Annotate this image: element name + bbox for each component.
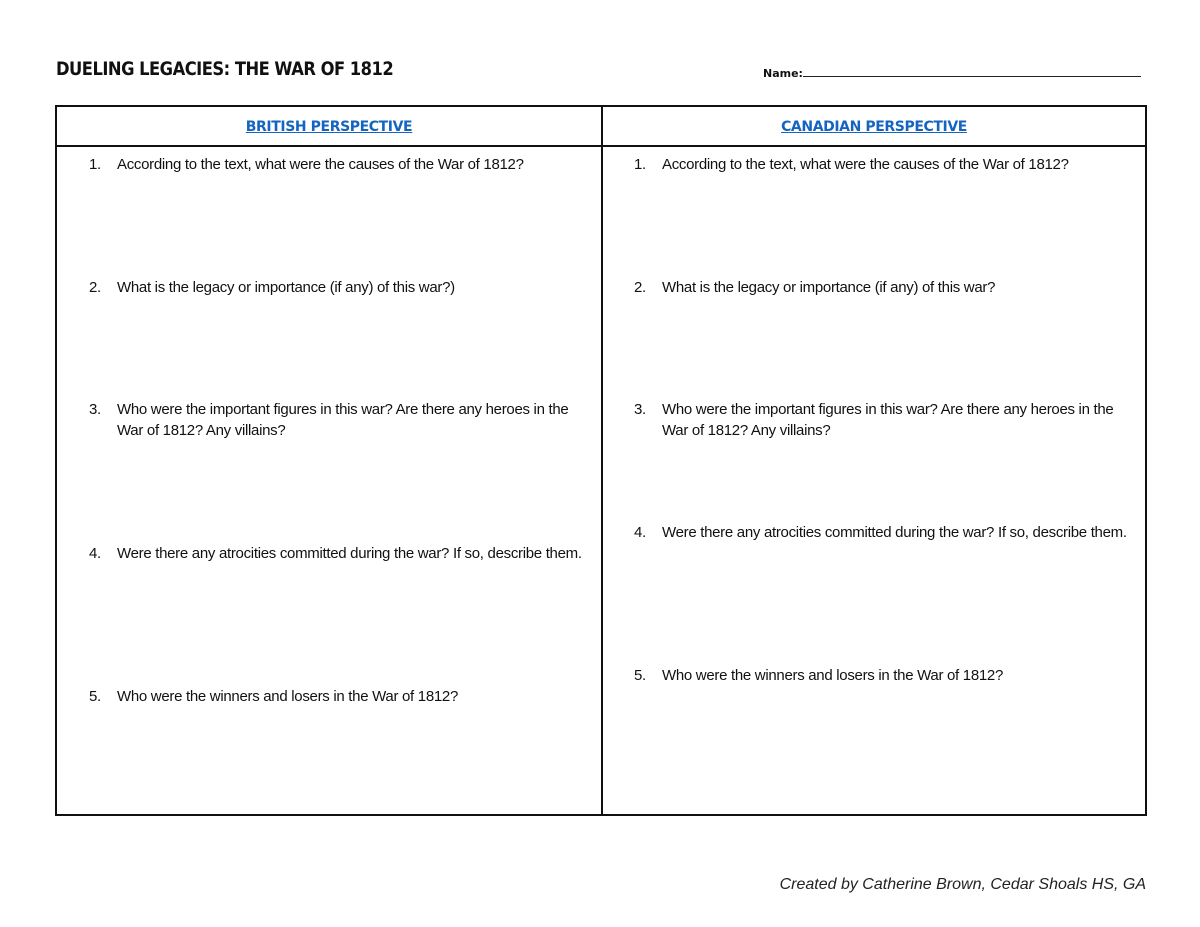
canadian-question-4 [634, 522, 1129, 543]
question-number: 4. [634, 524, 646, 541]
question-text: Who were the important figures in this war? Are there any heroes in the War of 1812? Any villains? [662, 401, 1114, 439]
question-text: What is the legacy or importance (if any) of this war?) [117, 279, 455, 296]
canadian-question-1 [634, 154, 1129, 175]
british-question-4 [89, 543, 584, 564]
question-number: 2. [634, 279, 646, 296]
canadian-perspective-header: CANADIAN PERSPECTIVE [781, 119, 967, 135]
question-text: Who were the important figures in this war? Are there any heroes in the War of 1812? Any villains? [117, 401, 569, 439]
perspective-table [55, 105, 1147, 816]
question-number: 3. [634, 401, 646, 418]
question-text: Who were the winners and losers in the War of 1812? [117, 688, 458, 705]
british-perspective-header: BRITISH PERSPECTIVE [245, 119, 413, 135]
british-question-2 [89, 277, 584, 298]
author-credit: Created by Catherine Brown, Cedar Shoals HS, GA [779, 876, 1146, 893]
british-question-1 [89, 154, 584, 175]
question-number: 5. [634, 667, 646, 684]
name-field[interactable] [763, 65, 1141, 80]
name-label: Name: [763, 67, 803, 80]
question-text: What is the legacy or importance (if any) of this war? [662, 279, 996, 296]
question-text: According to the text, what were the causes of the War of 1812? [117, 156, 524, 173]
question-number: 1. [89, 156, 101, 173]
canadian-question-3 [634, 399, 1129, 441]
british-question-5 [89, 686, 584, 707]
question-number: 3. [89, 401, 101, 418]
question-text: Were there any atrocities committed during the war? If so, describe them. [662, 524, 1127, 541]
question-text: Who were the winners and losers in the War of 1812? [662, 667, 1003, 684]
question-number: 5. [89, 688, 101, 705]
question-number: 2. [89, 279, 101, 296]
question-number: 4. [89, 545, 101, 562]
question-text: Were there any atrocities committed during the war? If so, describe them. [117, 545, 582, 562]
question-number: 1. [634, 156, 646, 173]
canadian-question-2 [634, 277, 1129, 298]
name-blank-line[interactable] [803, 65, 1141, 77]
header-divider [57, 145, 1145, 147]
british-question-3 [89, 399, 584, 441]
canadian-question-5 [634, 665, 1129, 686]
page-title: DUELING LEGACIES: THE WAR OF 1812 [56, 58, 394, 80]
column-divider [601, 107, 603, 814]
question-text: According to the text, what were the causes of the War of 1812? [662, 156, 1069, 173]
